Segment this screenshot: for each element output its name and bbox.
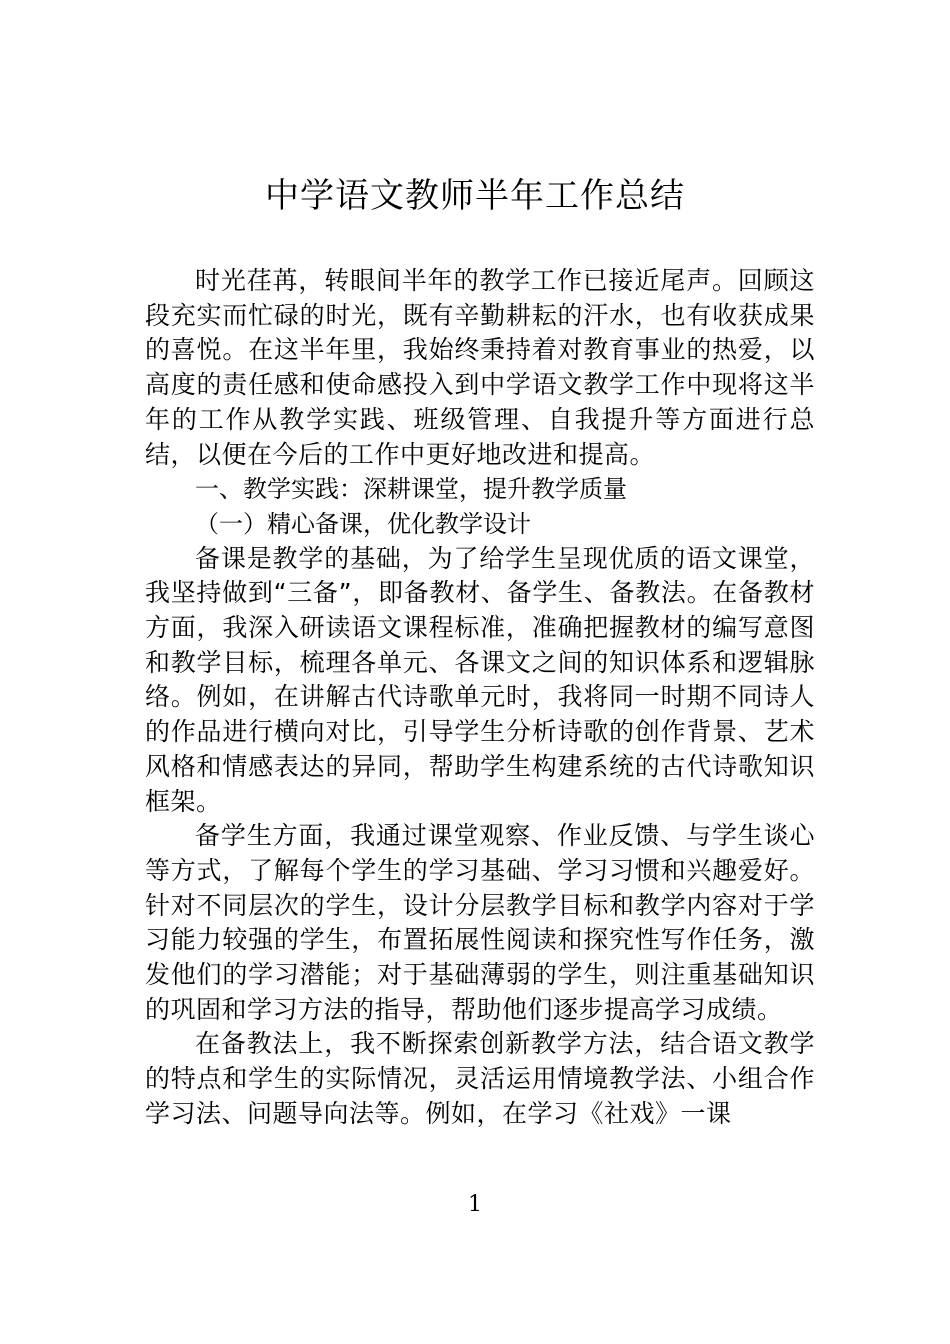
page-number: 1 xyxy=(468,1192,482,1217)
document-body xyxy=(145,264,815,1132)
body-paragraph: 备课是教学的基础，为了给学生呈现优质的语文课堂，我坚持做到“三备”，即备教材、备学生、备教法。在备教材方面，我深入研读语文课程标准，准确把握教材的编写意图和教学目标，梳理各单元、各课文之间的知识体系和逻辑脉络。例如，在讲解古代诗歌单元时，我将同一时期不同诗人的作品进行横向对比，引导学生分析诗歌的创作背景、艺术风格和情感表达的异同，帮助学生构建系统的古代诗歌知识框架。 xyxy=(145,543,815,816)
body-paragraph: 备学生方面，我通过课堂观察、作业反馈、与学生谈心等方式，了解每个学生的学习基础、学习习惯和兴趣爱好。针对不同层次的学生，设计分层教学目标和教学内容对于学习能力较强的学生，布置拓展性阅读和探究性写作任务，激发他们的学习潜能；对于基础薄弱的学生，则注重基础知识的巩固和学习方法的指导，帮助他们逐步提高学习成绩。 xyxy=(145,821,815,1024)
section-heading: 一、教学实践：深耕课堂，提升教学质量 xyxy=(195,475,627,504)
document-title: 中学语文教师半年工作总结 xyxy=(265,176,685,216)
intro-paragraph: 时光荏苒，转眼间半年的教学工作已接近尾声。回顾这段充实而忙碌的时光，既有辛勤耕耘的汗水，也有收获成果的喜悦。在这半年里，我始终秉持着对教育事业的热爱，以高度的责任感和使命感投入到中学语文教学工作中现将这半年的工作从教学实践、班级管理、自我提升等方面进行总结，以便在今后的工作中更好地改进和提高。 xyxy=(145,266,815,469)
subsection-heading: （一）精心备课，优化教学设计 xyxy=(195,509,531,538)
body-paragraph: 在备教法上，我不断探索创新教学方法，结合语文教学的特点和学生的实际情况，灵活运用情境教学法、小组合作学习法、问题导向法等。例如，在学习《社戏》一课 xyxy=(145,1029,815,1128)
